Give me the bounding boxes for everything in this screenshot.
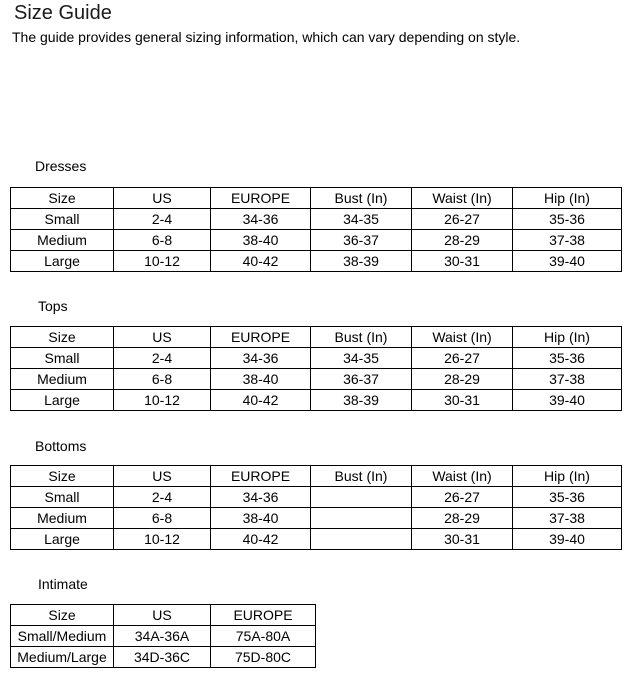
table-cell: 10-12	[114, 529, 211, 550]
table-cell: Small/Medium	[11, 626, 114, 647]
table-cell: Medium	[11, 508, 114, 529]
table-cell: 10-12	[114, 390, 211, 411]
size-table-dresses	[10, 187, 622, 272]
table-cell: 6-8	[114, 369, 211, 390]
table-cell: 6-8	[114, 230, 211, 251]
page-subtitle: The guide provides general sizing information, which can vary depending on style.	[12, 29, 521, 45]
table-cell: 28-29	[412, 508, 513, 529]
table-cell: 35-36	[513, 348, 622, 369]
table-row	[11, 251, 622, 272]
table-cell: 35-36	[513, 487, 622, 508]
table-cell: 36-37	[311, 369, 412, 390]
table-cell: 34-36	[211, 487, 311, 508]
table-header-cell: Bust (In)	[311, 188, 412, 209]
table-cell: 2-4	[114, 487, 211, 508]
table-cell: 40-42	[211, 390, 311, 411]
table-header-cell: Waist (In)	[412, 466, 513, 487]
table-header-cell: Waist (In)	[412, 327, 513, 348]
size-table-intimate	[10, 604, 316, 668]
section-title-tops: Tops	[38, 298, 68, 314]
table-cell: Small	[11, 348, 114, 369]
table-header-cell: Hip (In)	[513, 188, 622, 209]
table-cell: 10-12	[114, 251, 211, 272]
table-header-cell: US	[114, 188, 211, 209]
table-row	[11, 369, 622, 390]
table-cell: 2-4	[114, 348, 211, 369]
table-cell: 28-29	[412, 369, 513, 390]
table-cell: 38-39	[311, 390, 412, 411]
table-header-cell: Waist (In)	[412, 188, 513, 209]
table-row	[11, 390, 622, 411]
table-header-cell: Size	[11, 605, 114, 626]
table-cell: 6-8	[114, 508, 211, 529]
size-table-tops	[10, 326, 622, 411]
table-row	[11, 647, 316, 668]
table-row	[11, 626, 316, 647]
table-cell: 2-4	[114, 209, 211, 230]
table-cell: 28-29	[412, 230, 513, 251]
table-cell: 26-27	[412, 487, 513, 508]
table-cell	[311, 529, 412, 550]
table-cell: 39-40	[513, 251, 622, 272]
table-header-cell: Size	[11, 466, 114, 487]
table-header-cell: Bust (In)	[311, 466, 412, 487]
table-cell: 35-36	[513, 209, 622, 230]
table-cell: 30-31	[412, 529, 513, 550]
table-cell: Small	[11, 487, 114, 508]
table-cell: Medium	[11, 230, 114, 251]
table-cell: 30-31	[412, 390, 513, 411]
table-cell: 34-35	[311, 348, 412, 369]
table-cell: Large	[11, 251, 114, 272]
table-header-row	[11, 605, 316, 626]
table-header-cell: Size	[11, 327, 114, 348]
table-cell: 37-38	[513, 369, 622, 390]
table-row	[11, 487, 622, 508]
table-cell: 38-40	[211, 230, 311, 251]
table-header-cell: Bust (In)	[311, 327, 412, 348]
size-table-bottoms	[10, 465, 622, 550]
table-header-cell: EUROPE	[211, 466, 311, 487]
table-header-row	[11, 466, 622, 487]
table-cell: 38-39	[311, 251, 412, 272]
section-title-intimate: Intimate	[38, 576, 88, 592]
table-cell: Large	[11, 529, 114, 550]
table-row	[11, 508, 622, 529]
table-cell: 37-38	[513, 230, 622, 251]
table-cell: 39-40	[513, 529, 622, 550]
table-header-row	[11, 188, 622, 209]
table-cell: 34-35	[311, 209, 412, 230]
table-header-cell: EUROPE	[211, 605, 316, 626]
table-row	[11, 209, 622, 230]
table-cell: 34D-36C	[114, 647, 211, 668]
table-cell: Small	[11, 209, 114, 230]
table-cell: 39-40	[513, 390, 622, 411]
table-cell: 36-37	[311, 230, 412, 251]
table-header-cell: EUROPE	[211, 188, 311, 209]
table-header-cell: US	[114, 327, 211, 348]
table-cell: 38-40	[211, 369, 311, 390]
table-row	[11, 348, 622, 369]
table-cell: 34-36	[211, 209, 311, 230]
table-cell: 26-27	[412, 209, 513, 230]
table-cell: 75D-80C	[211, 647, 316, 668]
page-title: Size Guide	[14, 2, 112, 24]
table-cell: 34-36	[211, 348, 311, 369]
table-cell: 40-42	[211, 251, 311, 272]
table-header-cell: Hip (In)	[513, 327, 622, 348]
table-cell: 38-40	[211, 508, 311, 529]
table-cell: 37-38	[513, 508, 622, 529]
table-cell: 75A-80A	[211, 626, 316, 647]
table-header-row	[11, 327, 622, 348]
table-header-cell: US	[114, 466, 211, 487]
section-title-bottoms: Bottoms	[35, 438, 87, 454]
table-header-cell: US	[114, 605, 211, 626]
table-cell: 40-42	[211, 529, 311, 550]
table-cell: Medium/Large	[11, 647, 114, 668]
table-cell: 34A-36A	[114, 626, 211, 647]
table-cell: 26-27	[412, 348, 513, 369]
table-header-cell: Size	[11, 188, 114, 209]
table-cell	[311, 508, 412, 529]
table-header-cell: Hip (In)	[513, 466, 622, 487]
table-cell	[311, 487, 412, 508]
table-cell: Large	[11, 390, 114, 411]
table-cell: Medium	[11, 369, 114, 390]
table-header-cell: EUROPE	[211, 327, 311, 348]
table-cell: 30-31	[412, 251, 513, 272]
section-title-dresses: Dresses	[35, 158, 87, 174]
table-row	[11, 529, 622, 550]
table-row	[11, 230, 622, 251]
